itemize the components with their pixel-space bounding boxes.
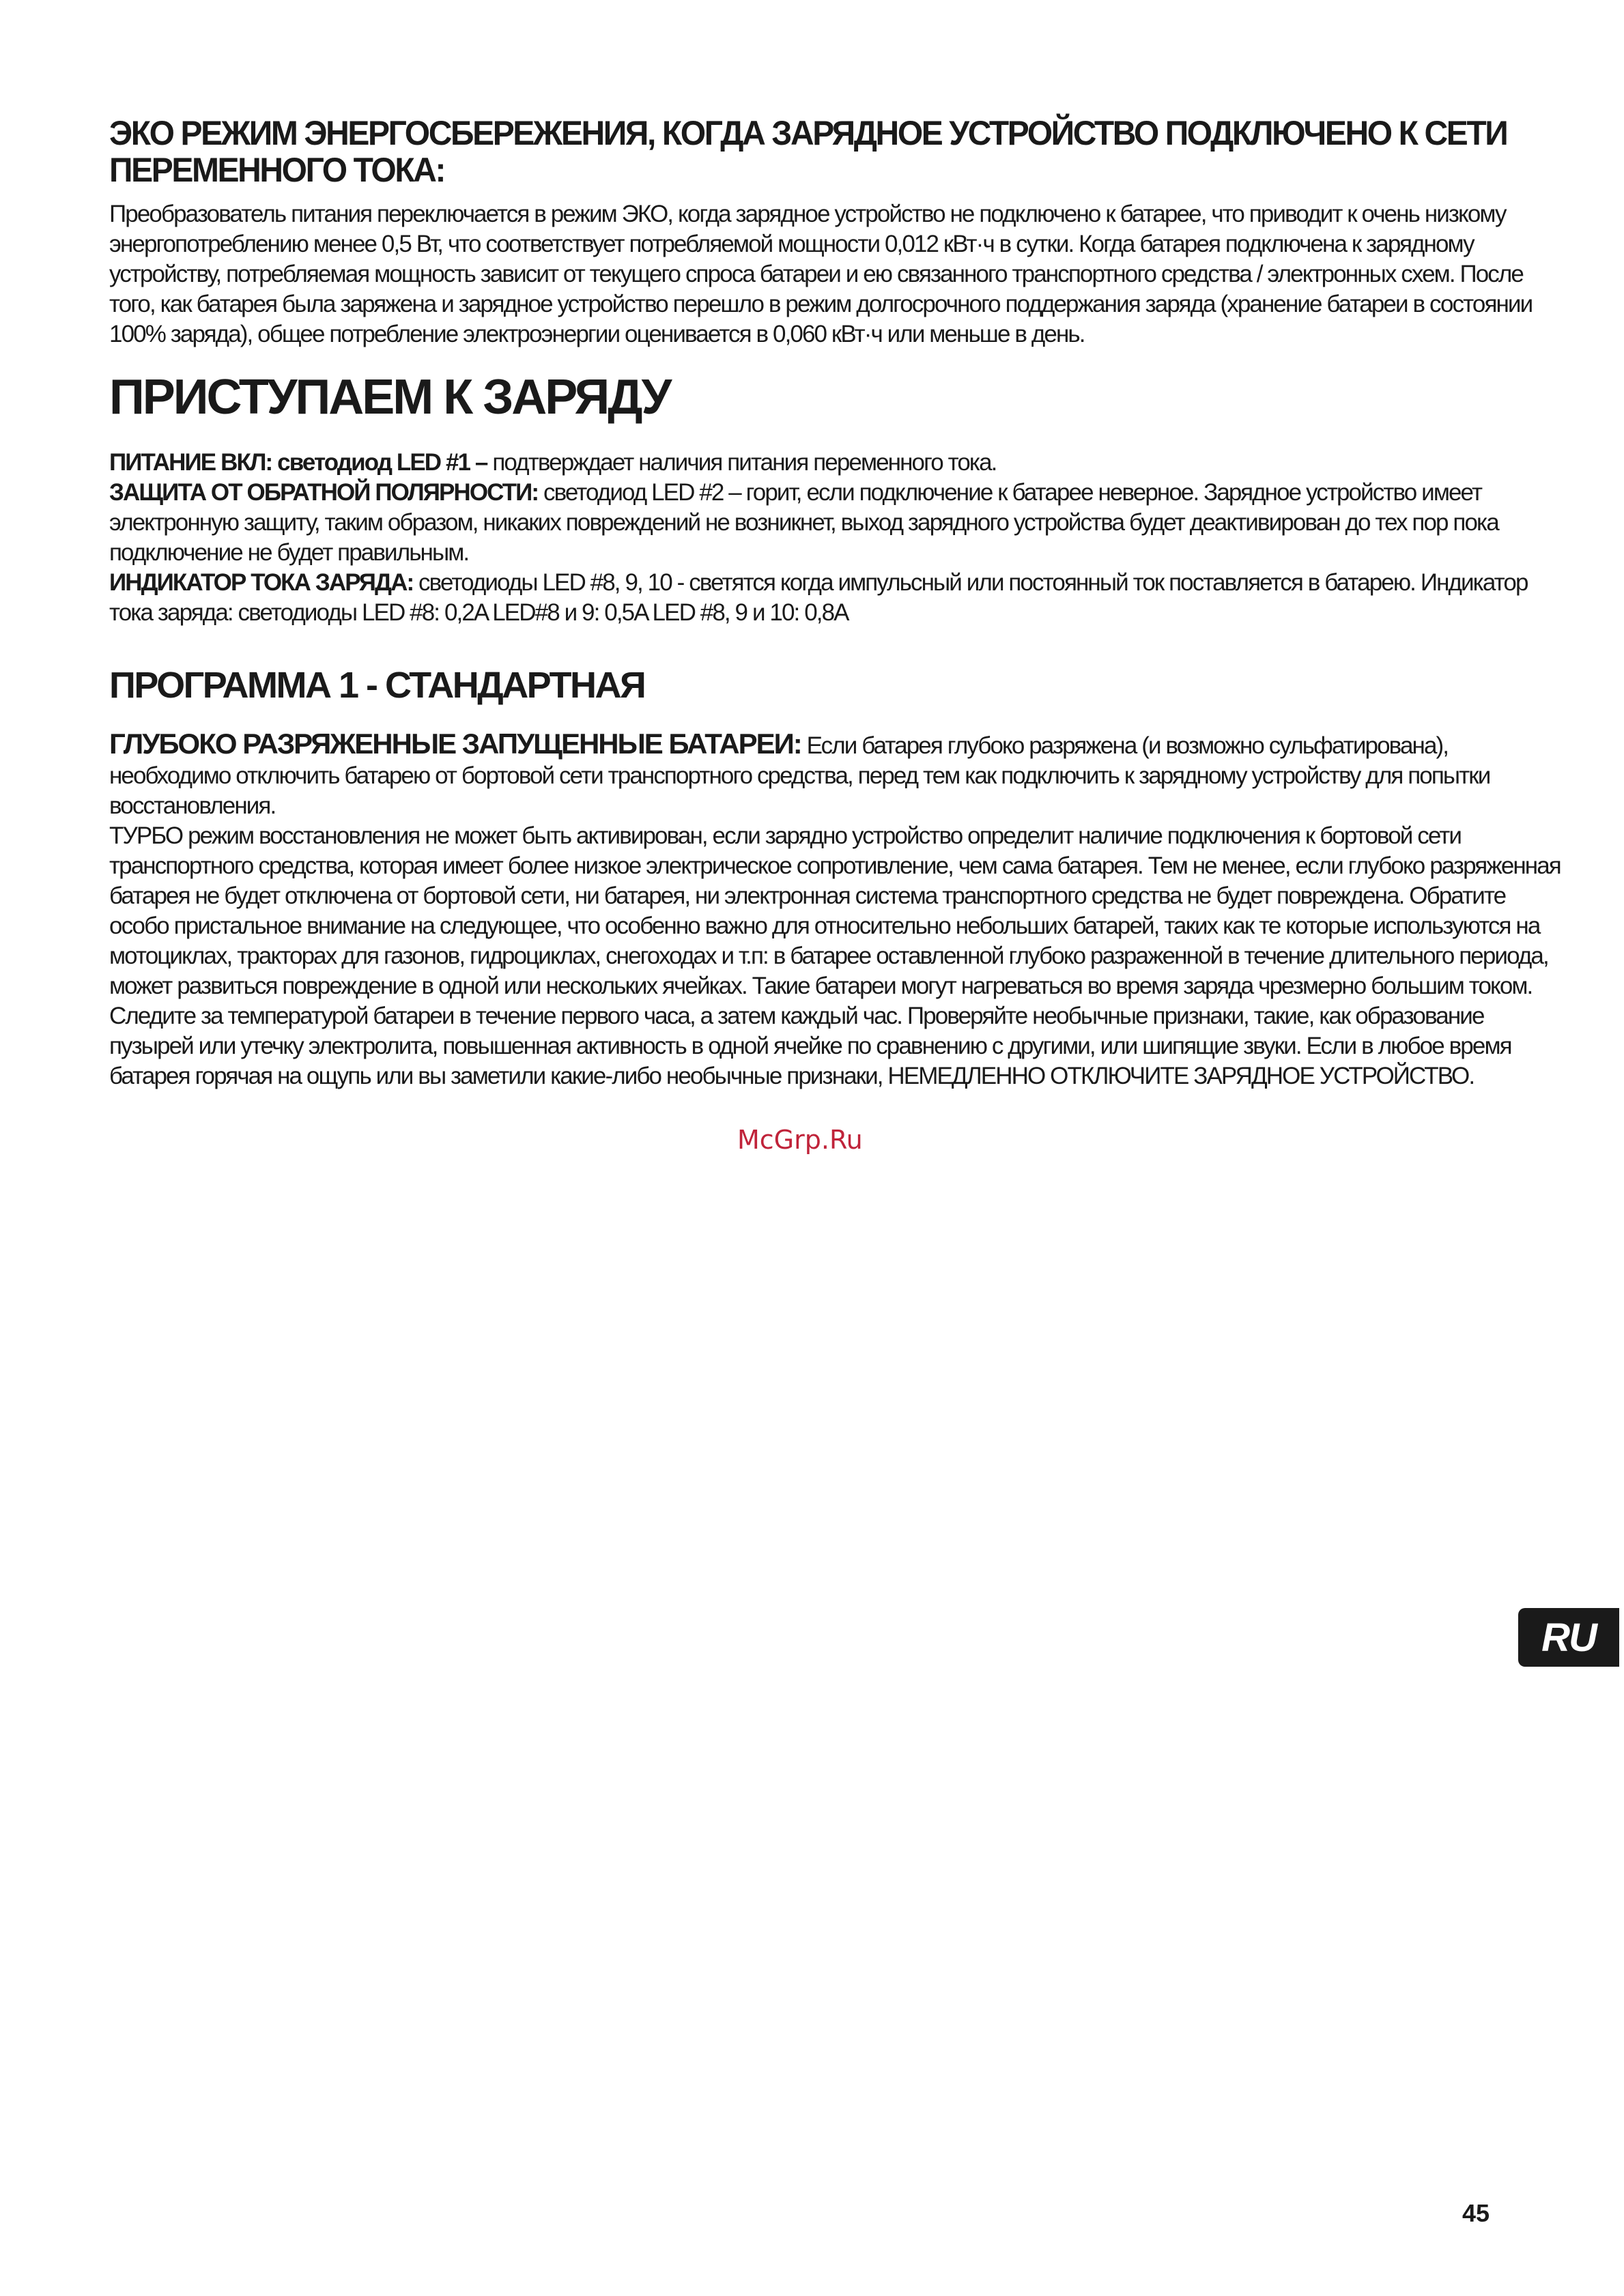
eco-mode-heading: ЭКО РЕЖИМ ЭНЕРГОСБЕРЕЖЕНИЯ, КОГДА ЗАРЯДНОЕ УСТРОЙСТВО ПОДКЛЮЧЕНО К СЕТИ ПЕРЕМЕННОГО ТОКА:: [109, 114, 1507, 189]
page-number: 45: [1462, 2199, 1490, 2227]
deep-discharge-text: Если батарея глубоко разряжена (и возможно сульфатирована), необходимо отключить батарею от бортовой сети транспортного средства, перед тем как подключить к зарядному устройству для попытки восстановления.: [109, 732, 1490, 819]
power-on-paragraph: [109, 448, 1563, 478]
watermark: McGrp.Ru: [737, 1125, 863, 1155]
language-tab: [1518, 1608, 1619, 1667]
charge-current-text: светодиоды LED #8, 9, 10 - светятся когда импульсный или постоянный ток поставляется в батарею. Индикатор тока заряда: светодиоды LED #8: 0,2A LED#8 и 9: 0,5A LED #8, 9 и 10: 0,8A: [109, 569, 1528, 626]
deep-discharge-label: ГЛУБОКО РАЗРЯЖЕННЫЕ ЗАПУЩЕННЫЕ БАТАРЕИ:: [109, 728, 801, 760]
charge-current-label: ИНДИКАТОР ТОКА ЗАРЯДА:: [109, 569, 414, 596]
charge-current-paragraph: [109, 568, 1563, 628]
start-charging-heading: ПРИСТУПАЕМ К ЗАРЯДУ: [109, 370, 670, 425]
language-tab-label: RU: [1541, 1615, 1596, 1660]
reverse-polarity-paragraph: [109, 478, 1563, 568]
power-on-label: ПИТАНИЕ ВКЛ: светодиод LED #1 –: [109, 449, 487, 476]
reverse-polarity-text: светодиод LED #2 – горит, если подключение к батарее неверное. Зарядное устройство имеет электронную защиту, таким образом, никаких повреждений не возникнет, выход зарядного устройства будет деактивирован до тех пор пока подключение не будет правильным.: [109, 479, 1498, 566]
deep-discharge-paragraph: [109, 729, 1563, 821]
reverse-polarity-label: ЗАЩИТА ОТ ОБРАТНОЙ ПОЛЯРНОСТИ:: [109, 479, 539, 506]
program-1-heading: ПРОГРАММА 1 - СТАНДАРТНАЯ: [109, 665, 645, 706]
page-content: [109, 114, 1561, 1091]
eco-mode-paragraph: Преобразователь питания переключается в режим ЭКО, когда зарядное устройство не подключено к батарее, что приводит к очень низкому энергопотреблению менее 0,5 Вт, что соответствует потребляемой мощности 0,012 кВт·ч в сутки. Когда батарея подключена к зарядному устройству, потребляемая мощность зависит от текущего спроса батареи и ею связанного транспортного средства / электронных схем. После того, как батарея была заряжена и зарядное устройство перешло в режим долгосрочного поддержания заряда (хранение батареи в состоянии 100% заряда), общее потребление электроэнергии оценивается в 0,060 кВт·ч или меньше в день.: [109, 201, 1533, 347]
power-on-text: подтверждает наличия питания переменного тока.: [487, 449, 997, 476]
turbo-recovery-paragraph: ТУРБО режим восстановления не может быть активирован, если зарядно устройство определит наличие подключения к бортовой сети транспортного средства, которая имеет более низкое электрическое сопротивление, чем сама батарея. Тем не менее, если глубоко разряженная батарея не будет отключена от бортовой сети, ни батарея, ни электронная система транспортного средства не будет повреждена. Обратите особо пристальное внимание на следующее, что особенно важно для относительно небольших батарей, таких как те которые используются на мотоциклах, тракторах для газонов, гидроциклах, снегоходах и т.п: в батарее оставленной глубоко разраженной в течение длительного периода, может развиться повреждение в одной или нескольких ячейках. Такие батареи могут нагреваться во время заряда чрезмерно большим током. Следите за температурой батареи в течение первого часа, а затем каждый час. Проверяйте необычные признаки, такие, как образование пузырей или утечку электролита, повышенная активность в одной ячейке по сравнению с другими, или шипящие звуки. Если в любое время батарея горячая на ощупь или вы заметили какие-либо необычные признаки, НЕМЕДЛЕННО ОТКЛЮЧИТЕ ЗАРЯДНОЕ УСТРОЙСТВО.: [109, 822, 1561, 1089]
